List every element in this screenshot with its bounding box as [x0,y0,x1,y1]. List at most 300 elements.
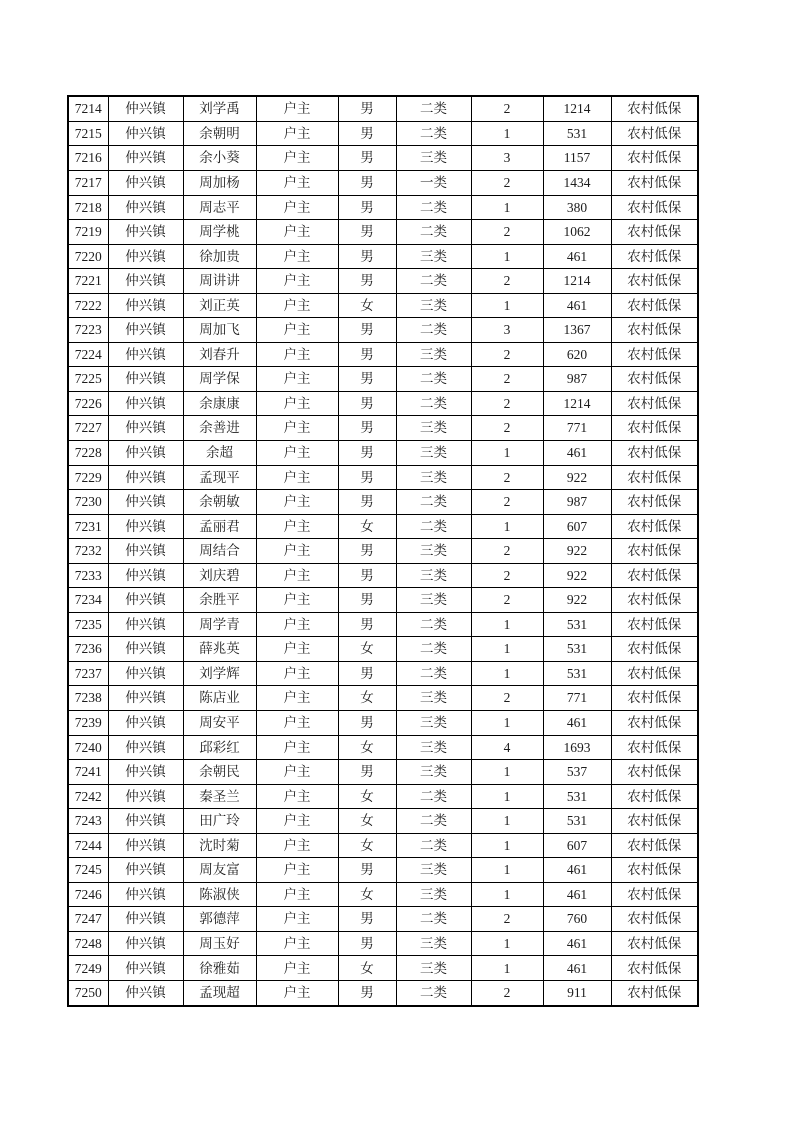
cell-persons-count: 3 [471,318,543,343]
cell-record-id: 7236 [68,637,108,662]
cell-town: 仲兴镇 [108,490,183,515]
cell-relation: 户主 [256,391,338,416]
cell-person-name: 徐加贵 [183,244,256,269]
cell-persons-count: 1 [471,931,543,956]
cell-person-name: 余朝民 [183,760,256,785]
cell-persons-count: 1 [471,244,543,269]
cell-welfare-type: 农村低保 [611,735,698,760]
cell-record-id: 7233 [68,563,108,588]
cell-person-name: 周结合 [183,539,256,564]
cell-amount: 461 [543,858,611,883]
cell-record-id: 7230 [68,490,108,515]
cell-person-name: 周玉好 [183,931,256,956]
cell-persons-count: 1 [471,612,543,637]
cell-town: 仲兴镇 [108,833,183,858]
cell-person-name: 周加飞 [183,318,256,343]
cell-person-name: 孟现平 [183,465,256,490]
cell-welfare-type: 农村低保 [611,490,698,515]
cell-person-name: 刘春升 [183,342,256,367]
cell-amount: 461 [543,441,611,466]
cell-amount: 461 [543,931,611,956]
cell-town: 仲兴镇 [108,539,183,564]
cell-record-id: 7235 [68,612,108,637]
cell-record-id: 7221 [68,269,108,294]
cell-category: 三类 [396,882,471,907]
cell-gender: 女 [338,637,396,662]
cell-persons-count: 1 [471,195,543,220]
cell-relation: 户主 [256,121,338,146]
cell-welfare-type: 农村低保 [611,367,698,392]
cell-persons-count: 1 [471,833,543,858]
table-body [68,96,698,1006]
cell-category: 三类 [396,735,471,760]
cell-amount: 531 [543,784,611,809]
cell-record-id: 7218 [68,195,108,220]
cell-town: 仲兴镇 [108,465,183,490]
cell-amount: 461 [543,711,611,736]
cell-amount: 1367 [543,318,611,343]
cell-category: 一类 [396,170,471,195]
cell-town: 仲兴镇 [108,195,183,220]
cell-persons-count: 1 [471,711,543,736]
cell-gender: 男 [338,121,396,146]
cell-relation: 户主 [256,441,338,466]
table-row [68,956,698,981]
cell-category: 三类 [396,293,471,318]
cell-persons-count: 2 [471,269,543,294]
cell-record-id: 7226 [68,391,108,416]
cell-welfare-type: 农村低保 [611,612,698,637]
cell-welfare-type: 农村低保 [611,293,698,318]
cell-person-name: 周友富 [183,858,256,883]
cell-category: 三类 [396,686,471,711]
cell-category: 二类 [396,220,471,245]
cell-welfare-type: 农村低保 [611,441,698,466]
cell-gender: 男 [338,612,396,637]
cell-amount: 461 [543,244,611,269]
cell-town: 仲兴镇 [108,220,183,245]
cell-person-name: 周学青 [183,612,256,637]
cell-persons-count: 2 [471,686,543,711]
cell-relation: 户主 [256,784,338,809]
cell-category: 二类 [396,269,471,294]
cell-welfare-type: 农村低保 [611,318,698,343]
cell-record-id: 7238 [68,686,108,711]
cell-town: 仲兴镇 [108,244,183,269]
cell-welfare-type: 农村低保 [611,711,698,736]
cell-welfare-type: 农村低保 [611,907,698,932]
cell-relation: 户主 [256,416,338,441]
cell-amount: 922 [543,563,611,588]
cell-relation: 户主 [256,711,338,736]
cell-relation: 户主 [256,612,338,637]
cell-gender: 男 [338,588,396,613]
cell-persons-count: 2 [471,96,543,121]
cell-town: 仲兴镇 [108,170,183,195]
cell-record-id: 7222 [68,293,108,318]
cell-person-name: 余超 [183,441,256,466]
table-row [68,121,698,146]
cell-record-id: 7228 [68,441,108,466]
cell-person-name: 周讲讲 [183,269,256,294]
cell-gender: 女 [338,293,396,318]
cell-persons-count: 1 [471,514,543,539]
cell-person-name: 沈时菊 [183,833,256,858]
cell-record-id: 7237 [68,661,108,686]
cell-persons-count: 2 [471,490,543,515]
cell-category: 三类 [396,956,471,981]
cell-welfare-type: 农村低保 [611,588,698,613]
cell-welfare-type: 农村低保 [611,121,698,146]
table-row [68,784,698,809]
cell-category: 三类 [396,931,471,956]
cell-record-id: 7231 [68,514,108,539]
cell-welfare-type: 农村低保 [611,981,698,1006]
cell-welfare-type: 农村低保 [611,416,698,441]
cell-gender: 男 [338,441,396,466]
cell-record-id: 7224 [68,342,108,367]
cell-town: 仲兴镇 [108,416,183,441]
cell-record-id: 7229 [68,465,108,490]
cell-town: 仲兴镇 [108,588,183,613]
cell-record-id: 7227 [68,416,108,441]
cell-welfare-type: 农村低保 [611,96,698,121]
cell-amount: 607 [543,833,611,858]
table-row [68,563,698,588]
cell-category: 三类 [396,244,471,269]
cell-category: 二类 [396,318,471,343]
cell-persons-count: 1 [471,858,543,883]
cell-persons-count: 2 [471,981,543,1006]
welfare-records-table [67,95,699,1007]
cell-category: 三类 [396,146,471,171]
cell-gender: 男 [338,195,396,220]
cell-record-id: 7225 [68,367,108,392]
table-row [68,146,698,171]
cell-person-name: 周学桃 [183,220,256,245]
cell-town: 仲兴镇 [108,735,183,760]
cell-person-name: 周学保 [183,367,256,392]
cell-gender: 男 [338,269,396,294]
cell-category: 三类 [396,465,471,490]
table-row [68,637,698,662]
cell-relation: 户主 [256,760,338,785]
cell-amount: 922 [543,465,611,490]
cell-gender: 女 [338,956,396,981]
cell-town: 仲兴镇 [108,637,183,662]
cell-amount: 1214 [543,391,611,416]
cell-category: 三类 [396,416,471,441]
cell-person-name: 余小葵 [183,146,256,171]
cell-category: 三类 [396,858,471,883]
cell-amount: 1693 [543,735,611,760]
cell-welfare-type: 农村低保 [611,956,698,981]
table-row [68,735,698,760]
cell-town: 仲兴镇 [108,981,183,1006]
cell-record-id: 7240 [68,735,108,760]
cell-amount: 620 [543,342,611,367]
cell-relation: 户主 [256,809,338,834]
cell-gender: 男 [338,367,396,392]
cell-person-name: 陈淑侠 [183,882,256,907]
cell-relation: 户主 [256,563,338,588]
cell-record-id: 7216 [68,146,108,171]
table-row [68,490,698,515]
cell-relation: 户主 [256,269,338,294]
cell-record-id: 7214 [68,96,108,121]
cell-persons-count: 2 [471,170,543,195]
cell-category: 二类 [396,96,471,121]
cell-welfare-type: 农村低保 [611,637,698,662]
cell-persons-count: 2 [471,588,543,613]
cell-town: 仲兴镇 [108,760,183,785]
cell-amount: 537 [543,760,611,785]
cell-record-id: 7223 [68,318,108,343]
cell-relation: 户主 [256,981,338,1006]
cell-person-name: 余善进 [183,416,256,441]
cell-relation: 户主 [256,514,338,539]
cell-welfare-type: 农村低保 [611,809,698,834]
cell-category: 二类 [396,391,471,416]
cell-relation: 户主 [256,195,338,220]
cell-town: 仲兴镇 [108,809,183,834]
cell-amount: 922 [543,588,611,613]
cell-record-id: 7241 [68,760,108,785]
table-row [68,318,698,343]
cell-category: 二类 [396,833,471,858]
cell-relation: 户主 [256,931,338,956]
table-row [68,96,698,121]
cell-gender: 男 [338,318,396,343]
cell-welfare-type: 农村低保 [611,195,698,220]
cell-record-id: 7219 [68,220,108,245]
cell-person-name: 孟现超 [183,981,256,1006]
cell-gender: 男 [338,170,396,195]
cell-relation: 户主 [256,956,338,981]
cell-gender: 男 [338,760,396,785]
cell-welfare-type: 农村低保 [611,833,698,858]
cell-person-name: 余朝敏 [183,490,256,515]
cell-town: 仲兴镇 [108,318,183,343]
cell-amount: 1062 [543,220,611,245]
cell-gender: 女 [338,809,396,834]
cell-category: 二类 [396,981,471,1006]
cell-category: 二类 [396,661,471,686]
cell-record-id: 7249 [68,956,108,981]
cell-category: 二类 [396,809,471,834]
cell-gender: 女 [338,882,396,907]
cell-gender: 女 [338,735,396,760]
cell-town: 仲兴镇 [108,931,183,956]
cell-persons-count: 2 [471,539,543,564]
cell-amount: 771 [543,416,611,441]
cell-welfare-type: 农村低保 [611,882,698,907]
cell-amount: 1157 [543,146,611,171]
cell-relation: 户主 [256,686,338,711]
cell-person-name: 余胜平 [183,588,256,613]
table-row [68,269,698,294]
table-row [68,686,698,711]
cell-category: 二类 [396,612,471,637]
cell-relation: 户主 [256,318,338,343]
cell-welfare-type: 农村低保 [611,784,698,809]
cell-persons-count: 2 [471,416,543,441]
cell-record-id: 7217 [68,170,108,195]
cell-town: 仲兴镇 [108,514,183,539]
cell-relation: 户主 [256,96,338,121]
cell-amount: 380 [543,195,611,220]
table-row [68,760,698,785]
cell-relation: 户主 [256,146,338,171]
cell-amount: 531 [543,661,611,686]
cell-person-name: 邱彩红 [183,735,256,760]
cell-gender: 男 [338,391,396,416]
table-row [68,465,698,490]
table-row [68,612,698,637]
cell-town: 仲兴镇 [108,882,183,907]
cell-gender: 男 [338,244,396,269]
cell-town: 仲兴镇 [108,269,183,294]
table-row [68,220,698,245]
cell-persons-count: 1 [471,441,543,466]
cell-gender: 男 [338,711,396,736]
cell-gender: 女 [338,784,396,809]
cell-welfare-type: 农村低保 [611,269,698,294]
cell-town: 仲兴镇 [108,342,183,367]
cell-amount: 461 [543,293,611,318]
cell-gender: 男 [338,490,396,515]
cell-town: 仲兴镇 [108,686,183,711]
table-row [68,367,698,392]
cell-gender: 男 [338,465,396,490]
cell-person-name: 周加杨 [183,170,256,195]
cell-welfare-type: 农村低保 [611,686,698,711]
table-row [68,244,698,269]
table-row [68,342,698,367]
cell-record-id: 7250 [68,981,108,1006]
cell-gender: 男 [338,342,396,367]
cell-town: 仲兴镇 [108,441,183,466]
cell-category: 三类 [396,563,471,588]
cell-persons-count: 1 [471,809,543,834]
table-row [68,170,698,195]
cell-town: 仲兴镇 [108,367,183,392]
cell-person-name: 周安平 [183,711,256,736]
cell-category: 三类 [396,539,471,564]
cell-persons-count: 2 [471,391,543,416]
table-row [68,195,698,220]
table-row [68,931,698,956]
cell-amount: 1214 [543,269,611,294]
cell-relation: 户主 [256,220,338,245]
cell-record-id: 7215 [68,121,108,146]
cell-relation: 户主 [256,882,338,907]
cell-persons-count: 2 [471,367,543,392]
cell-persons-count: 1 [471,637,543,662]
cell-category: 二类 [396,784,471,809]
cell-persons-count: 1 [471,784,543,809]
table-row [68,907,698,932]
cell-category: 二类 [396,907,471,932]
cell-record-id: 7242 [68,784,108,809]
cell-persons-count: 2 [471,220,543,245]
cell-gender: 男 [338,858,396,883]
cell-relation: 户主 [256,858,338,883]
cell-person-name: 刘庆碧 [183,563,256,588]
cell-person-name: 余康康 [183,391,256,416]
cell-category: 三类 [396,711,471,736]
table-row [68,391,698,416]
cell-relation: 户主 [256,465,338,490]
cell-category: 二类 [396,514,471,539]
cell-welfare-type: 农村低保 [611,514,698,539]
cell-amount: 987 [543,490,611,515]
cell-welfare-type: 农村低保 [611,170,698,195]
cell-welfare-type: 农村低保 [611,465,698,490]
cell-town: 仲兴镇 [108,391,183,416]
cell-record-id: 7244 [68,833,108,858]
cell-persons-count: 1 [471,661,543,686]
cell-welfare-type: 农村低保 [611,563,698,588]
cell-relation: 户主 [256,342,338,367]
cell-record-id: 7247 [68,907,108,932]
cell-amount: 531 [543,809,611,834]
table-row [68,514,698,539]
table-row [68,882,698,907]
cell-record-id: 7239 [68,711,108,736]
cell-person-name: 秦圣兰 [183,784,256,809]
cell-gender: 男 [338,220,396,245]
cell-relation: 户主 [256,490,338,515]
cell-welfare-type: 农村低保 [611,244,698,269]
cell-relation: 户主 [256,661,338,686]
cell-town: 仲兴镇 [108,858,183,883]
cell-person-name: 刘学禹 [183,96,256,121]
cell-welfare-type: 农村低保 [611,220,698,245]
cell-town: 仲兴镇 [108,661,183,686]
cell-relation: 户主 [256,293,338,318]
cell-record-id: 7220 [68,244,108,269]
table-row [68,416,698,441]
table-row [68,833,698,858]
cell-gender: 男 [338,416,396,441]
cell-category: 二类 [396,195,471,220]
cell-amount: 771 [543,686,611,711]
cell-gender: 男 [338,661,396,686]
cell-welfare-type: 农村低保 [611,146,698,171]
cell-category: 二类 [396,121,471,146]
cell-gender: 男 [338,539,396,564]
cell-town: 仲兴镇 [108,711,183,736]
cell-town: 仲兴镇 [108,956,183,981]
cell-relation: 户主 [256,539,338,564]
table-row [68,858,698,883]
cell-record-id: 7232 [68,539,108,564]
cell-relation: 户主 [256,588,338,613]
cell-persons-count: 2 [471,563,543,588]
cell-welfare-type: 农村低保 [611,931,698,956]
cell-category: 三类 [396,441,471,466]
cell-persons-count: 2 [471,465,543,490]
cell-person-name: 郭德萍 [183,907,256,932]
cell-person-name: 田广玲 [183,809,256,834]
cell-amount: 987 [543,367,611,392]
cell-category: 二类 [396,637,471,662]
cell-amount: 607 [543,514,611,539]
cell-relation: 户主 [256,907,338,932]
cell-town: 仲兴镇 [108,612,183,637]
cell-amount: 531 [543,637,611,662]
